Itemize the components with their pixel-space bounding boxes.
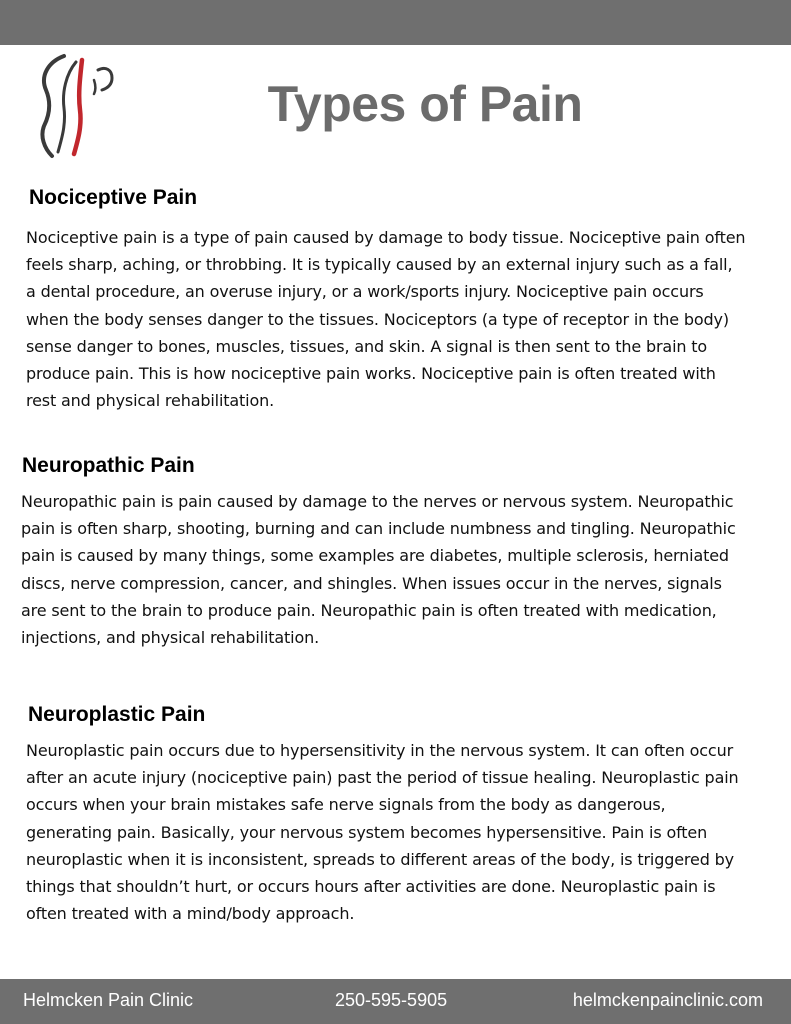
- section-nociceptive-pain: [26, 184, 746, 414]
- section-neuropathic-pain: [21, 452, 741, 651]
- footer-website: helmckenpainclinic.com: [572, 990, 763, 1010]
- section-heading: Nociceptive Pain: [29, 186, 198, 209]
- footer: [0, 979, 791, 1024]
- section-body: Nociceptive pain is a type of pain caused by damage to body tissue. Nociceptive pain often feels sharp, aching, or throbbing. It is typically caused by an external injury such as a fall, a dental procedure, an overuse injury, or a work/sports injury. Nociceptive pain occurs when the body senses danger to the tissues. Nociceptors (a type of receptor in the body) sense danger to bones, muscles, tissues, and skin. A signal is then sent to the brain to produce pain. This is how nociceptive pain works. Nociceptive pain is often treated with rest and physical rehabilitation.: [26, 228, 746, 411]
- section-neuroplastic-pain: [26, 701, 746, 927]
- section-body: Neuroplastic pain occurs due to hypersensitivity in the nervous system. It can often occur after an acute injury (nociceptive pain) past the period of tissue healing. Neuroplastic pain occurs when your brain mistakes safe nerve signals from the body as dangerous, generating pain. Basically, your nervous system becomes hypersensitive. Pain is often neuroplastic when it is inconsistent, spreads to different areas of the body, is triggered by things that shouldn’t hurt, or occurs hours after activities are done. Neuroplastic pain is often treated with a mind/body approach.: [26, 741, 739, 924]
- page-title: Types of Pain: [267, 76, 583, 132]
- section-heading: Neuropathic Pain: [22, 454, 195, 477]
- spine-logo-icon: [36, 50, 120, 162]
- footer-phone: 250-595-5905: [335, 990, 448, 1010]
- top-bar: [0, 0, 791, 45]
- footer-clinic-name: Helmcken Pain Clinic: [23, 990, 194, 1010]
- section-heading: Neuroplastic Pain: [28, 703, 206, 726]
- section-body: Neuropathic pain is pain caused by damage to the nerves or nervous system. Neuropathic pain is often sharp, shooting, burning and can include numbness and tingling. Neuropathic pain is caused by many things, some examples are diabetes, multiple sclerosis, herniated discs, nerve compression, cancer, and shingles. When issues occur in the nerves, signals are sent to the brain to produce pain. Neuropathic pain is often treated with medication, injections, and physical rehabilitation.: [21, 492, 736, 648]
